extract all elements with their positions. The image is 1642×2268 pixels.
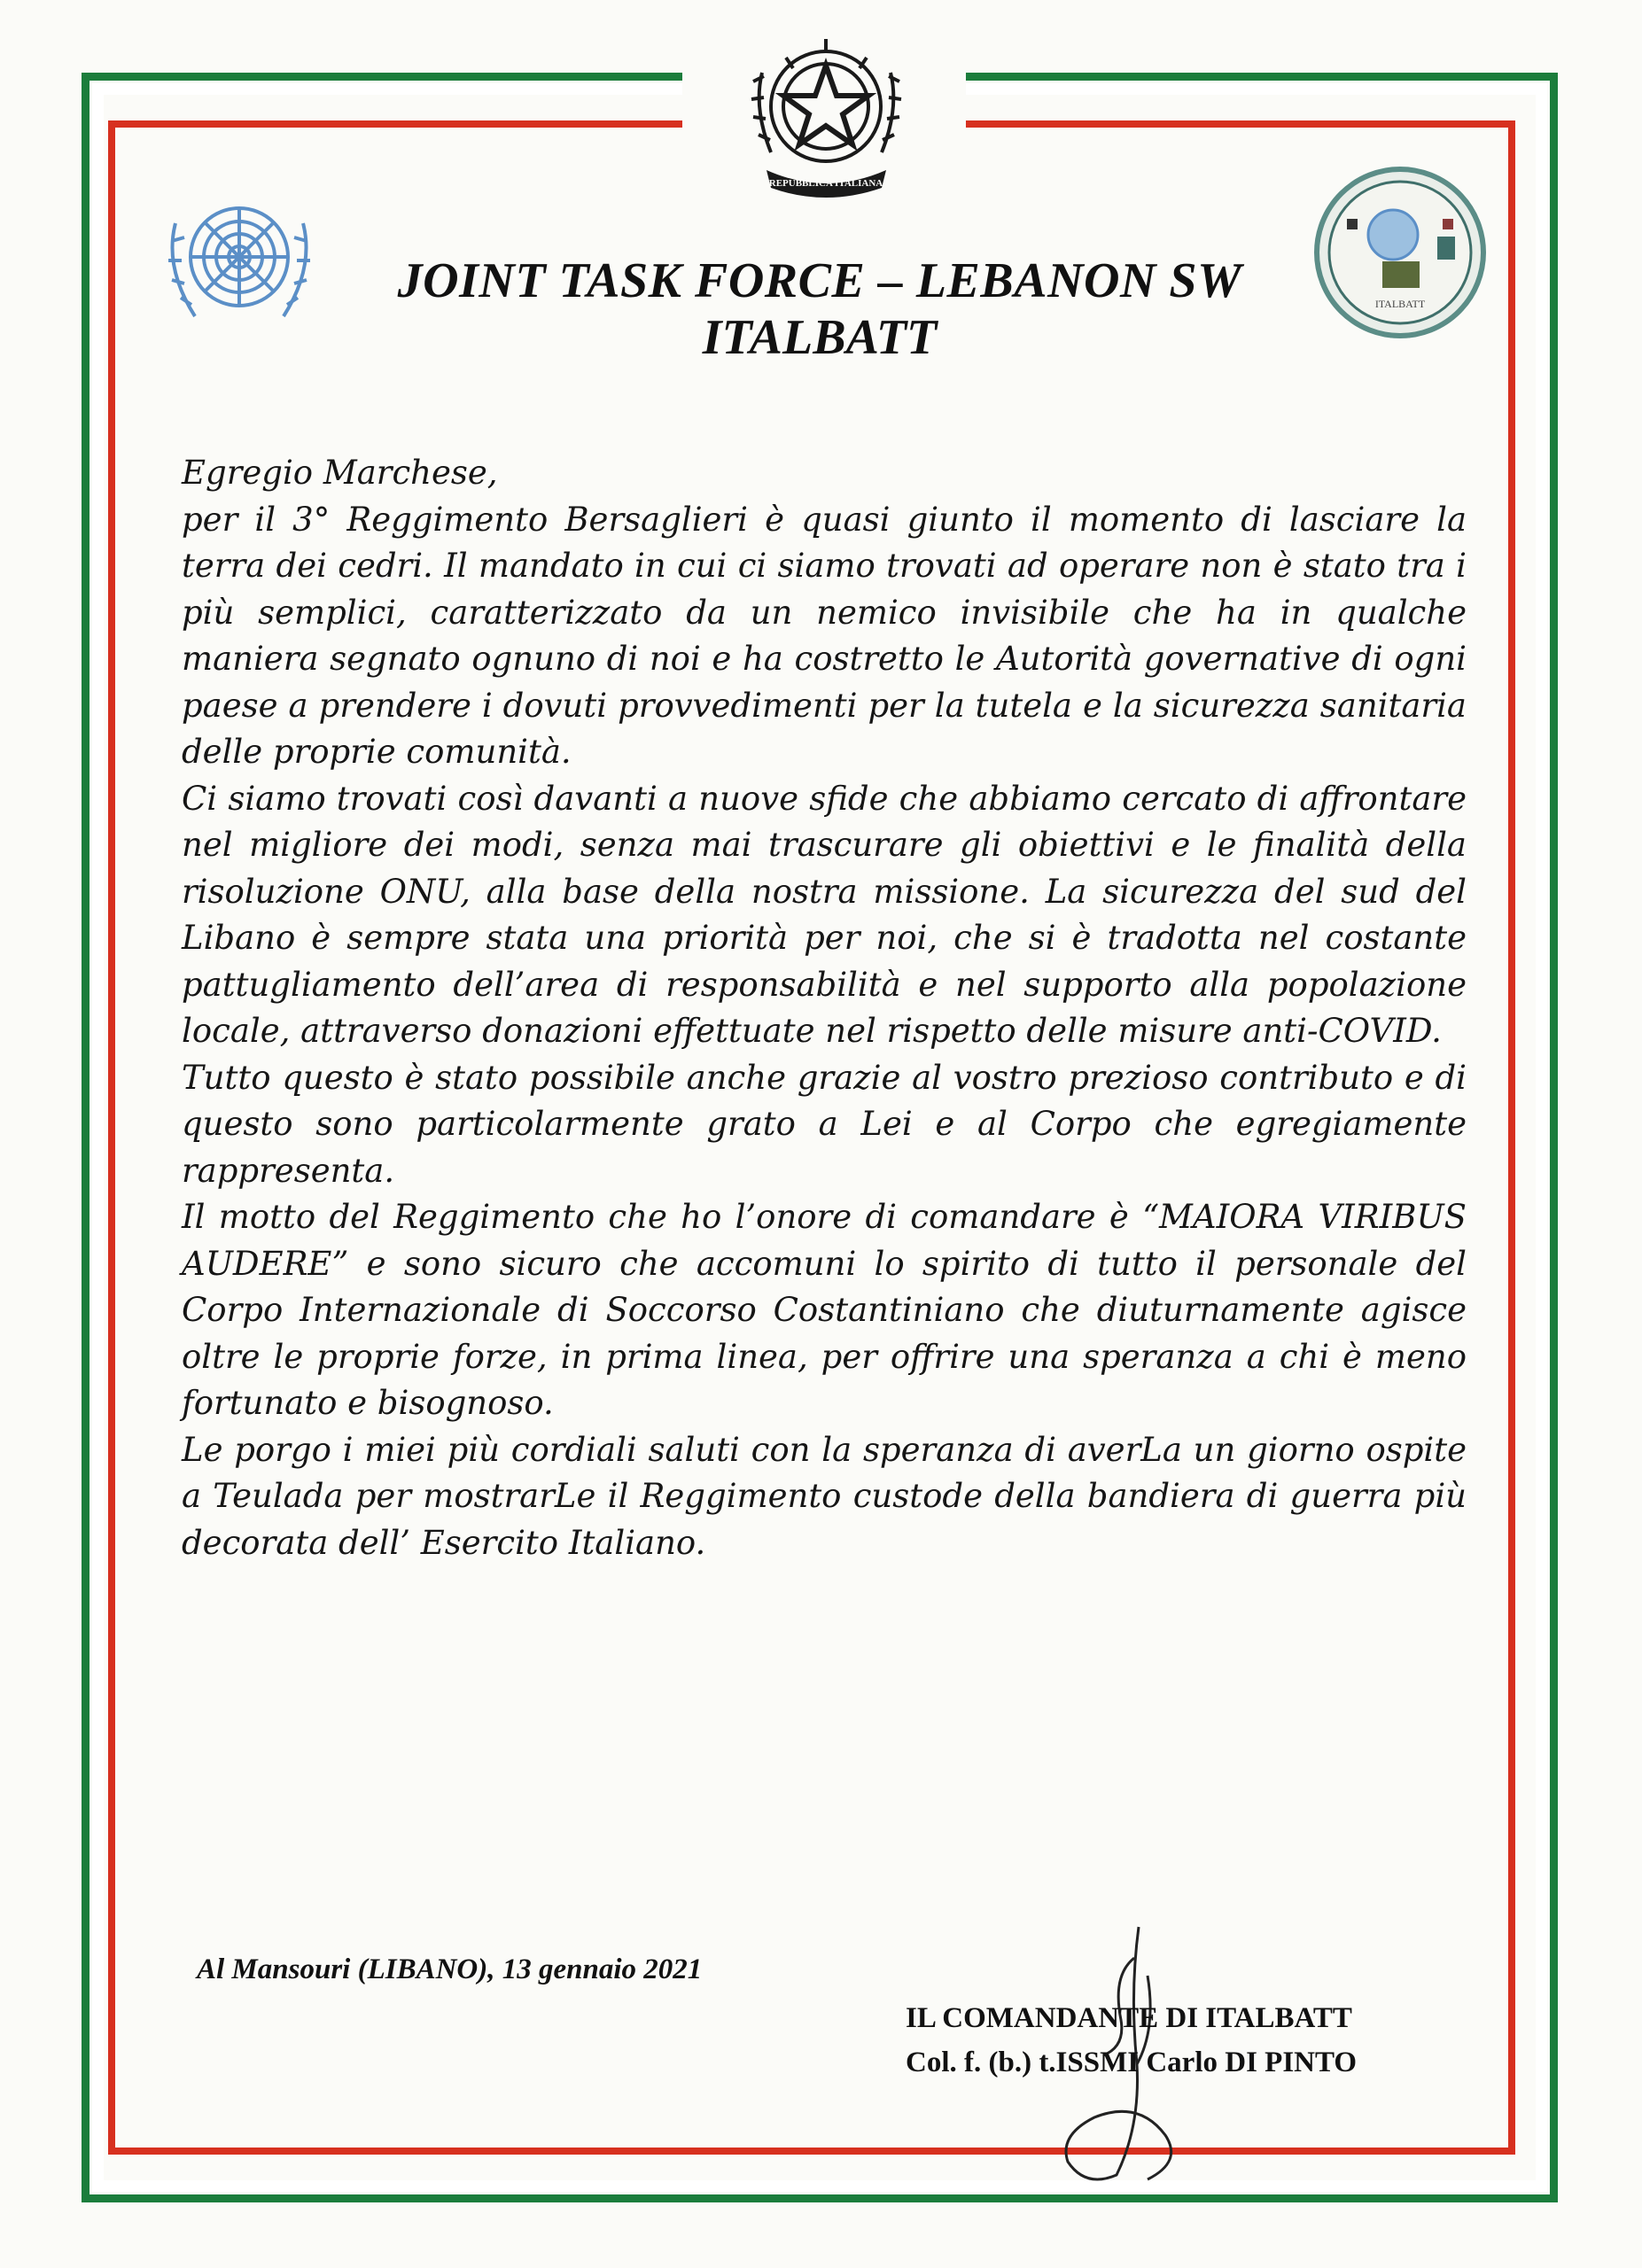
- paragraph: Tutto questo è stato possibile anche grazie al vostro prezioso contributo e di questo sono particolarmente grato a Lei e al Corpo che egregiamente rappresenta.: [182, 1058, 1467, 1190]
- paragraph: Ci siamo trovati così davanti a nuove sfide che abbiamo cercato di affrontare nel migliore dei modi, senza mai trascurare gli obiettivi e le finalità della risoluzione ONU, alla base della nostra missione. La sicurezza del sud del Libano è sempre stata una priorità per noi, che si è tradotta nel costante pattugliamento dell’area di responsabilità e nel supporto alla popolazione locale, attraverso donazioni effettuate nel rispetto delle misure anti-COVID.: [182, 779, 1467, 1050]
- signature-name: Col. f. (b.) t.ISSMI Carlo DI PINTO: [906, 2047, 1358, 2078]
- paragraph: Il motto del Reggimento che ho l’onore di comandare è “MAIORA VIRIBUS AUDERE” e sono sicuro che accomuni lo spirito di tutto il personale del Corpo Internazionale di Soccorso Costantiniano che diuturnamente agisce oltre le proprie forze, in prima linea, per offrire una speranza a chi è meno fortunato e bisognoso.: [182, 1198, 1467, 1422]
- salutation: Egregio Marchese,: [182, 454, 498, 492]
- italbatt-badge-text: ITALBATT: [1374, 298, 1426, 310]
- paragraph: per il 3° Reggimento Bersaglieri è quasi giunto il momento di lasciare la terra dei cedri. Il mandato in cui ci siamo trovati ad operare non è stato tra i più semplici, caratterizzato da un nemico invisibile che ha in qualche maniera segnato ognuno di noi e ha costretto le Autorità governative di ogni paese a prendere i dovuti provvedimenti per la tutela e la sicurezza sanitaria delle proprie comunità.: [182, 500, 1467, 771]
- signature-title: IL COMANDANTE DI ITALBATT: [906, 2002, 1352, 2034]
- place-date: Al Mansouri (LIBANO), 13 gennaio 2021: [197, 1953, 703, 1985]
- paragraph: Le porgo i miei più cordiali saluti con la speranza di averLa un giorno ospite a Teulada per mostrarLe il Reggimento custode della bandiera di guerra più decorata dell’ Esercito Italiano.: [182, 1430, 1467, 1562]
- letter-header: [266, 252, 1374, 366]
- signature-block: [906, 1996, 1455, 2085]
- republic-scroll-text: REPUBBLICA ITALIANA: [768, 178, 883, 189]
- header-subtitle: ITALBATT: [702, 310, 938, 365]
- letter-body: [182, 450, 1467, 1566]
- italian-republic-emblem-icon: [727, 19, 926, 206]
- header-title: JOINT TASK FORCE – LEBANON SW: [397, 253, 1242, 308]
